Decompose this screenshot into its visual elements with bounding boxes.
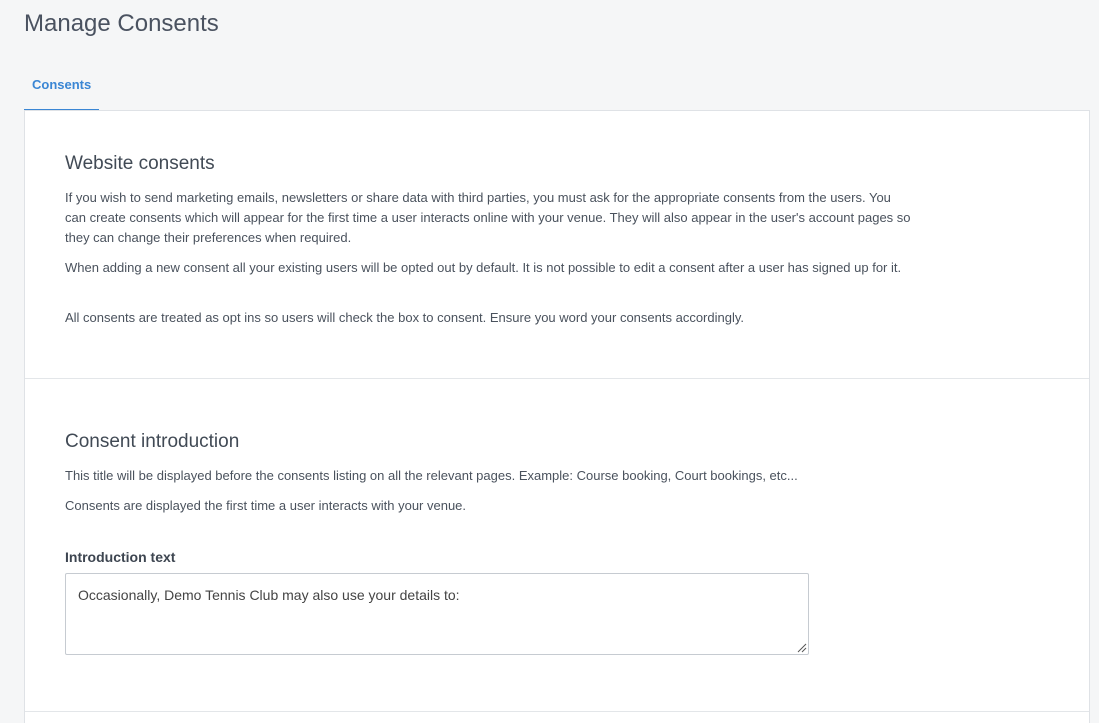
introduction-text-label: Introduction text [65, 549, 176, 565]
website-consents-paragraph: All consents are treated as opt ins so users will check the box to consent. Ensure you word your consents accordingly. [65, 310, 744, 325]
website-consents-paragraph: When adding a new consent all your existing users will be opted out by default. It is not possible to edit a consent after a user has signed up for it. [65, 260, 902, 275]
resize-handle-icon[interactable] [797, 643, 807, 653]
consent-introduction-paragraph: Consents are displayed the first time a user interacts with your venue. [65, 498, 467, 513]
consent-introduction-section [25, 379, 1089, 712]
consents-panel [24, 110, 1090, 723]
website-consents-paragraph: If you wish to send marketing emails, newsletters or share data with third parties, you must ask for the appropriate consents from the users. You can create consents which will appear for the first time a user interacts online with your venue. They will also appear in the user's account pages so they can change their preferences when required. [65, 190, 911, 245]
introduction-text-input[interactable] [65, 573, 809, 655]
page-title: Manage Consents [24, 10, 219, 37]
tab-consents[interactable]: Consents [24, 70, 99, 111]
consent-introduction-paragraph: This title will be displayed before the consents listing on all the relevant pages. Example: Course booking, Court bookings, etc... [65, 468, 798, 483]
tab-bar [24, 70, 99, 111]
section-title-website-consents: Website consents [65, 153, 215, 174]
section-title-consent-introduction: Consent introduction [65, 431, 240, 452]
website-consents-section [25, 111, 1089, 379]
